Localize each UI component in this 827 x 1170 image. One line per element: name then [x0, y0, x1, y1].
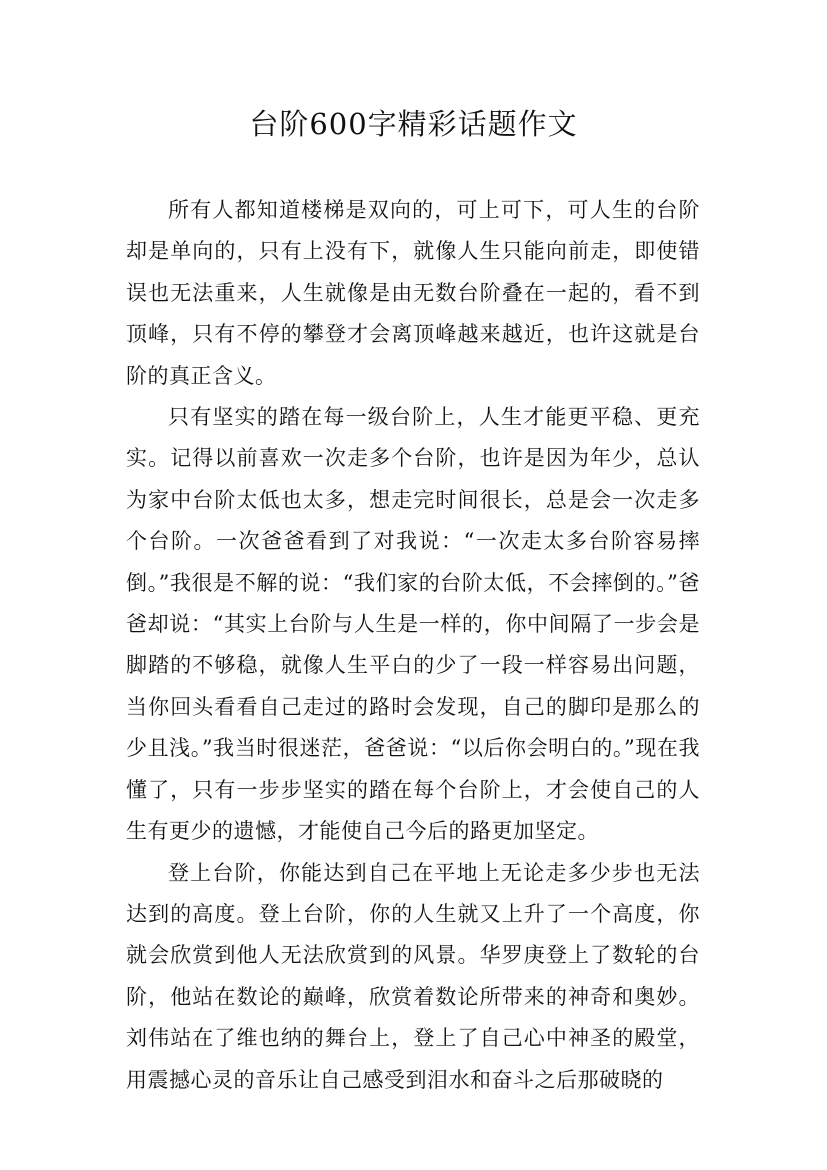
document-body: [126, 190, 700, 1101]
paragraph-3: 登上台阶，你能达到自己在平地上无论走多少步也无法达到的高度。登上台阶，你的人生就又上升了一个高度，你就会欣赏到他人无法欣赏到的风景。华罗庚登上了数轮的台阶，他站在数论的巅峰，欣赏着数论所带来的神奇和奥妙。刘伟站在了维也纳的舞台上，登上了自己心中神圣的殿堂，用震撼心灵的音乐让自己感受到泪水和奋斗之后那破晓的: [126, 860, 700, 1092]
paragraph-1: 所有人都知道楼梯是双向的，可上可下，可人生的台阶却是单向的，只有上没有下，就像人生只能向前走，即使错误也无法重来，人生就像是由无数台阶叠在一起的，看不到顶峰，只有不停的攀登才会离顶峰越来越近，也许这就是台阶的真正含义。: [126, 198, 700, 388]
document-title: 台阶600字精彩话题作文: [249, 107, 578, 141]
paragraph-2: 只有坚实的踏在每一级台阶上，人生才能更平稳、更充实。记得以前喜欢一次走多个台阶，也许是因为年少，总认为家中台阶太低也太多，想走完时间很长，总是会一次走多个台阶。一次爸爸看到了对我说：“一次走太多台阶容易摔倒。”我很是不解的说：“我们家的台阶太低，不会摔倒的。”爸爸却说：“其实上台阶与人生是一样的，你中间隔了一步会是脚踏的不够稳，就像人生平白的少了一段一样容易出问题，当你回头看看自己走过的路时会发现，自己的脚印是那么的少且浅。”我当时很迷茫，爸爸说：“以后你会明白的。”现在我懂了，只有一步步坚实的踏在每个台阶上，才会使自己的人生有更少的遗憾，才能使自己今后的路更加坚定。: [126, 405, 700, 844]
